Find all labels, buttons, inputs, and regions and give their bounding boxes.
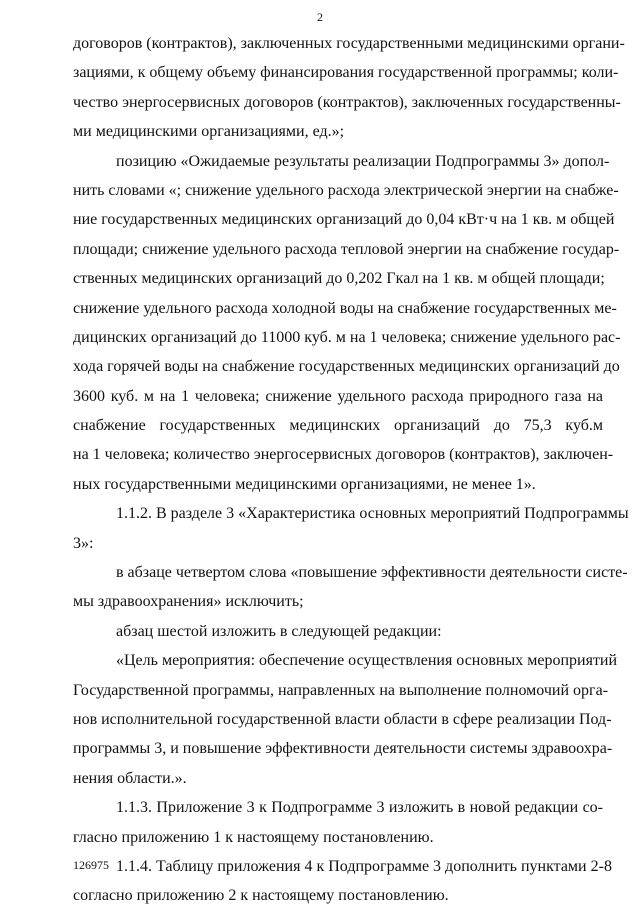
text-line: 3600 куб. м на 1 человека; снижение удельного расхода природного газа на xyxy=(73,387,603,405)
text-line: гласно приложению 1 к настоящему постановлению. xyxy=(73,828,434,846)
text-line: дицинских организаций до 11000 куб. м на 1 человека; снижение удельного рас- xyxy=(73,328,621,346)
text-line: снижение удельного расхода холодной воды на снабжение государственных ме- xyxy=(73,299,617,317)
text-line: абзац шестой изложить в следующей редакции: xyxy=(116,622,442,640)
text-line: 3»: xyxy=(73,534,94,552)
text-line: мы здравоохранения» исключить; xyxy=(73,593,304,611)
text-line: в абзаце четвертом слова «повышение эффективности деятельности систе- xyxy=(116,564,628,582)
text-line: хода горячей воды на снабжение государственных медицинских организаций до xyxy=(73,358,620,376)
text-line: зациями, к общему объему финансирования государственной программы; коли- xyxy=(73,64,619,82)
text-line: позицию «Ожидаемые результаты реализации Подпрограммы 3» допол- xyxy=(116,152,610,170)
text-line: 1.1.2. В разделе 3 «Характеристика основных мероприятий Подпрограммы xyxy=(116,505,629,523)
document-body xyxy=(73,35,629,917)
page-number: 2 xyxy=(317,10,323,24)
text-line: ние государственных медицинских организаций до 0,04 кВт·ч на 1 кв. м общей xyxy=(73,211,615,229)
text-line: ми медицинскими организациями, ед.»; xyxy=(73,123,345,141)
text-line: нов исполнительной государственной власти области в сфере реализации Под- xyxy=(73,710,612,728)
text-line: договоров (контрактов), заключенных государственными медицинскими органи- xyxy=(73,35,625,52)
text-line: «Цель мероприятия: обеспечение осуществления основных мероприятий xyxy=(116,652,618,670)
text-line: 1.1.3. Приложение 3 к Подпрограмме 3 изложить в новой редакции со- xyxy=(116,799,603,817)
text-line: на 1 человека; количество энергосервисных договоров (контрактов), заключен- xyxy=(73,446,614,464)
document-code: 126975 xyxy=(73,858,109,872)
text-line: ных государственными медицинскими организациями, не менее 1». xyxy=(73,475,536,493)
text-line: Государственной программы, направленных на выполнение полномочий орга- xyxy=(73,681,609,699)
text-line: нения области.». xyxy=(73,769,187,787)
text-line: площади; снижение удельного расхода тепловой энергии на снабжение государ- xyxy=(73,240,620,258)
text-line: согласно приложению 2 к настоящему постановлению. xyxy=(73,887,449,905)
text-line: 1.1.4. Таблицу приложения 4 к Подпрограмме 3 дополнить пунктами 2-8 xyxy=(116,857,612,875)
text-line: снабжение государственных медицинских организаций до 75,3 куб.м xyxy=(73,417,603,435)
text-line: ственных медицинских организаций до 0,202 Гкал на 1 кв. м общей площади; xyxy=(73,270,605,288)
text-line: программы 3, и повышение эффективности деятельности системы здравоохра- xyxy=(73,740,613,758)
text-line: чество энергосервисных договоров (контрактов), заключенных государственны- xyxy=(73,93,621,111)
text-line: нить словами «; снижение удельного расхода электрической энергии на снабже- xyxy=(73,181,619,199)
